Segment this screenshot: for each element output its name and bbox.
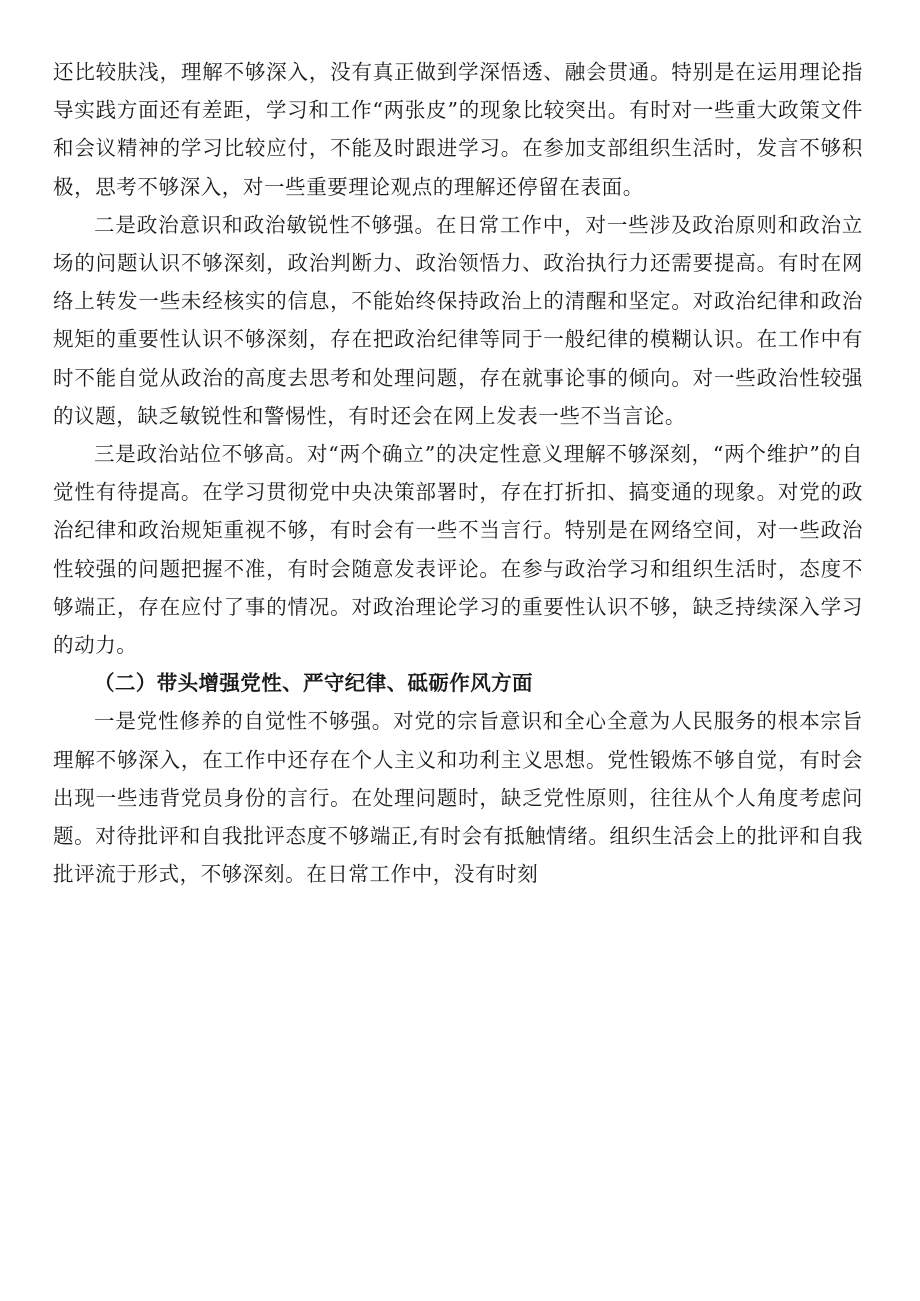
section-heading: （二）带头增强党性、严守纪律、砥砺作风方面	[94, 671, 533, 696]
paragraph-continuation: 还比较肤浅，理解不够深入，没有真正做到学深悟透、融会贯通。特别是在运用理论指导实践方面还有差距，学习和工作“两张皮”的现象比较突出。有时对一些重大政策文件和会议精神的学习比较应付，不能及时跟进学习。在参加支部组织生活时，发言不够积极，思考不够深入，对一些重要理论观点的理解还停留在表面。	[53, 60, 863, 199]
paragraph-political-awareness: 二是政治意识和政治敏锐性不够强。在日常工作中，对一些涉及政治原则和政治立场的问题认识不够深刻，政治判断力、政治领悟力、政治执行力还需要提高。有时在网络上转发一些未经核实的信息，不能始终保持政治上的清醒和坚定。对政治纪律和政治规矩的重要性认识不够深刻，存在把政治纪律等同于一般纪律的模糊认识。在工作中有时不能自觉从政治的高度去思考和处理问题，存在就事论事的倾向。对一些政治性较强的议题，缺乏敏锐性和警惕性，有时还会在网上发表一些不当言论。	[53, 212, 863, 428]
paragraph-political-stance: 三是政治站位不够高。对“两个确立”的决定性意义理解不够深刻，“两个维护”的自觉性有待提高。在学习贯彻党中央决策部署时，存在打折扣、搞变通的现象。对党的政治纪律和政治规矩重视不够，有时会有一些不当言行。特别是在网络空间，对一些政治性较强的问题把握不准，有时会随意发表评论。在参与政治学习和组织生活时，态度不够端正，存在应付了事的情况。对政治理论学习的重要性认识不够，缺乏持续深入学习的动力。	[53, 442, 863, 658]
paragraph-party-spirit: 一是党性修养的自觉性不够强。对党的宗旨意识和全心全意为人民服务的根本宗旨理解不够深入，在工作中还存在个人主义和功利主义思想。党性锻炼不够自觉，有时会出现一些违背党员身份的言行。在处理问题时，缺乏党性原则，往往从个人角度考虑问题。对待批评和自我批评态度不够端正,有时会有抵触情绪。组织生活会上的批评和自我批评流于形式，不够深刻。在日常工作中，没有时刻	[53, 709, 863, 887]
document-page	[53, 53, 863, 893]
